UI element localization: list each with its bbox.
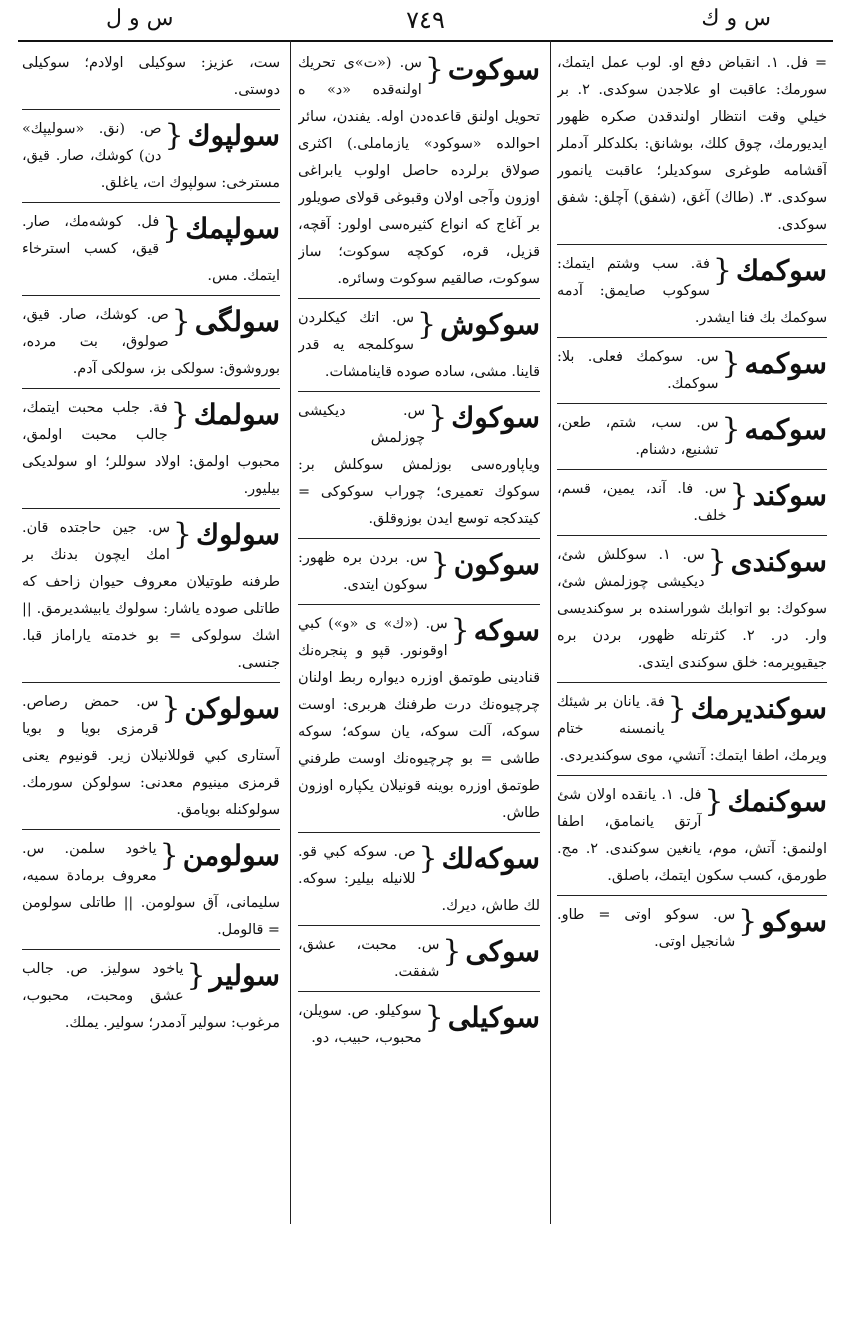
entry-brace: { — [738, 904, 758, 939]
entry-definition: س. سب، شتم، طعن، تشنيع، دشنام. — [557, 415, 719, 458]
entry-headword: سوكەلك — [441, 842, 540, 875]
entry-headword: سوكنمك — [727, 785, 827, 818]
entry-brace: { — [186, 958, 206, 993]
header-right-letters: س و ك — [701, 6, 771, 31]
entry-brace: { — [171, 304, 191, 339]
entry-definition: س. اتك كيكلردن سوكلمجه يه قدر قاينا. مشى، ساده صوده قاينامشات. — [298, 310, 540, 380]
column-divider-right — [550, 40, 551, 1224]
dictionary-entry — [22, 830, 280, 950]
dictionary-entry — [22, 509, 280, 683]
entry-headword: سوكمه — [744, 413, 827, 446]
entry-headword: سوكوش — [440, 308, 540, 341]
entry-definition: س. ١. سوكلش شئ، ديكيشى چوزلمش شئ، سوكوك: بو اتوابك شوراسنده بر سوكندیسى وار. در. ٢. كثرتله ظهور، بردن بره جيقيويرمه: خلق سوكندى ايتدى. — [557, 547, 827, 671]
entry-headword: سوكون — [453, 548, 540, 581]
entry-definition: ياخود سلمن. س. معروف برمادة سميه، سليمانى، آق سولومن. || طاتلى سولومن = قالومل. — [22, 841, 280, 938]
dictionary-entry — [22, 683, 280, 830]
dictionary-entry — [557, 470, 827, 536]
dictionary-page — [18, 0, 833, 1324]
dictionary-entry — [557, 245, 827, 338]
entry-definition: فل. كوشەمك، صار. قيق، كسب استرخاء ايتمك. مس. — [22, 214, 280, 284]
entry-brace: { — [712, 253, 732, 288]
entry-headword: سوكو — [761, 905, 827, 938]
dictionary-entry — [298, 833, 540, 926]
entry-brace: { — [418, 841, 438, 876]
dictionary-entry — [298, 539, 540, 605]
entry-headword: سولپمك — [185, 212, 280, 245]
entry-definition: س. ديكيشى چوزلمش وياپاورەسى بوزلمش سوكلش بر: سوكوك تعميرى؛ چوراب سوكوكى = كيتدكجه توسع ايدن بوزوقلق. — [298, 403, 540, 527]
entry-brace: { — [161, 691, 181, 726]
column-divider-left — [290, 40, 291, 1224]
entry-brace: { — [172, 517, 192, 552]
dictionary-entry — [22, 950, 280, 1042]
dictionary-entry — [557, 338, 827, 404]
dictionary-entry — [22, 110, 280, 203]
entry-definition: فل. ١. يانقده اولان شئ آرتق يانمامق، اطفا اولنمق: آتش، موم، يانغين سوكندى. ٢. مج. طورمق، كسب سكون ايتمك، باصلق. — [557, 787, 827, 884]
dictionary-entry — [22, 44, 280, 110]
entry-brace: { — [729, 478, 749, 513]
entry-headword: سولوكن — [184, 692, 280, 725]
dictionary-entry — [22, 389, 280, 509]
entry-brace: { — [159, 838, 179, 873]
entry-headword: سولوك — [196, 518, 280, 551]
entry-definition: س. حمض رصاص. قرمزى بويا و بويا آستارى كبي قوللانيلان زير. قونيوم يعنى قرمزى مينيوم معدنى: سولوكن سورمك. سولوكنله بويامق. — [22, 694, 280, 818]
entry-brace: { — [164, 118, 184, 153]
entry-definition: ص. سوكه كبي قو. للانيله بيلير: سوكه. لك طاش، ديرك. — [298, 844, 540, 914]
entry-brace: { — [417, 307, 437, 342]
entry-definition: س. سوكمك فعلى. بلا: سوكمك. — [557, 349, 719, 392]
entry-brace: { — [424, 1000, 444, 1035]
dictionary-entry — [22, 296, 280, 389]
entry-headword: سوكيلى — [447, 1001, 540, 1034]
dictionary-entry — [298, 992, 540, 1057]
entry-definition: ياخود سوليز. ص. جالب عشق ومحبت، محبوب، مرغوب: سولير آدمدر؛ سولير. يملك. — [22, 961, 280, 1031]
entry-headword: سوكمه — [744, 347, 827, 380]
dictionary-entry — [557, 536, 827, 683]
entry-headword: سولير — [209, 959, 280, 992]
dictionary-entry — [298, 605, 540, 833]
entry-headword: سوكى — [465, 935, 540, 968]
entry-definition: فة. جلب محبت ايتمك، جالب محبت اولمق، محبوب اولمق: اولاد سوللر؛ او سولديكى بيليور. — [22, 400, 280, 497]
entry-definition: سوكيلو. ص. سويلن، محبوب، حبيب، دو. — [298, 1003, 422, 1046]
entry-brace: { — [450, 613, 470, 648]
entry-headword: سوكنديرمك — [690, 692, 827, 725]
entry-headword: سوكمك — [735, 254, 827, 287]
entry-brace: { — [162, 211, 182, 246]
entry-headword: سوكندى — [730, 545, 827, 578]
entry-definition: س. بردن بره ظهور: سوكون ايتدى. — [298, 550, 428, 593]
entry-brace: { — [170, 397, 190, 432]
entry-definition: ست، عزيز: سوكيلى اولادم؛ سوكيلى دوستى. — [22, 55, 280, 98]
entry-headword: سوكوت — [447, 53, 540, 86]
header-left-letters: س و ل — [106, 6, 174, 31]
running-header — [18, 0, 833, 44]
dictionary-entry — [298, 44, 540, 299]
entry-definition: س. جين حاجتده قان. امك ايچون بدنك بر طرفنه طوتيلان معروف حيوان زاحف كه طاتلى صوده ياشار: سولوك يابيشديرمق. || اشك سولوكى = بو خدمته ياراماز قبا. جنسى. — [22, 520, 280, 671]
entry-definition: فة. سب وشتم ايتمك: سوكوب صايمق: آدمه سوكمك بك فنا ايشدر. — [557, 256, 827, 326]
entry-definition: س. سوكو اوتى = طاو. شانجيل اوتى. — [557, 907, 736, 950]
entry-brace: { — [704, 784, 724, 819]
entry-definition: س. فا. آند، يمين، قسم، خلف. — [557, 481, 727, 524]
entry-headword: سولمك — [193, 398, 280, 431]
header-rule — [18, 40, 833, 42]
dictionary-entry — [298, 299, 540, 392]
entry-brace: { — [721, 346, 741, 381]
entry-definition: س. محبت، عشق، شفقت. — [298, 937, 440, 980]
entry-brace: { — [430, 547, 450, 582]
entry-definition: ص. (نق. «سوليپك» دن) كوشك، صار. قيق، مسترخى: سولپوك ات، ياغلق. — [22, 121, 280, 191]
entry-brace: { — [707, 544, 727, 579]
dictionary-entry — [557, 404, 827, 470]
entry-brace: { — [442, 934, 462, 969]
entry-definition: س. («ك» ى «و») كبي اوقونور. قپو و پنجرەنك قنادينى طوتمق اوزره ديواره ربط اولنان چرچيوەنك درت طرفنك هربرى: اوست سوكه، آلت سوكه، يان سوكه؛ سوكه طاشى = بو چرچيوەنك اوست طرفني طوتمق اوزره بوينه قونيلان يكپاره اوزون طاش. — [298, 616, 540, 821]
entry-headword: سوكوك — [451, 401, 540, 434]
entry-definition: ص. كوشك، صار. قيق، صولوق، بت مرده، بوروشوق: سولكى بز، سولكى آدم. — [22, 307, 280, 377]
dictionary-entry — [298, 926, 540, 992]
column-right — [553, 44, 833, 961]
entry-brace: { — [721, 412, 741, 447]
dictionary-entry — [557, 44, 827, 245]
entry-definition: س. («ت»ى تحريك اولنەقده «د» ه تحويل اولنق قاعدەدن اولە. يفندن، سائر احوالده «سوكود» يازماملى.) اكثرى صولاق برلرده حاصل اولوب يابراغى اوزون وآجى اولان وقبوغى قولاى صويلور بر آغاج كه انواع كثيرەسى اولور: آقچه، قزيل، قره، كوكچه سوكوت؛ ساز سوكوت، صالقيم سوكوت وسائره. — [298, 55, 540, 287]
entry-headword: سوكند — [752, 479, 827, 512]
dictionary-entry — [22, 203, 280, 296]
entry-definition: فة. يانان بر شيئك يانمسنه ختام ويرمك، اطفا ايتمك: آتشي، موى سوكنديردى. — [557, 694, 827, 764]
column-left — [18, 44, 286, 1042]
dictionary-entry — [557, 683, 827, 776]
entry-definition: = فل. ١. انقباض دفع او. لوب عمل ايتمك، سورمك: عاقبت او علاجدن سوكدى. ٢. بر خيلي وقت انتظار اولندقدن صكره ظهور ايديورمك، چوق كلك، بوشانق: بكلدكلر آدملر آقشامه طوغرى سوكديلر؛ عاقبت يانمور سوكدى. ٣. (طاك) آغق، (شفق) آچلق: شفق سوكدى. — [557, 55, 827, 233]
dictionary-entry — [298, 392, 540, 539]
dictionary-entry — [557, 776, 827, 896]
entry-headword: سوكه — [473, 614, 540, 647]
column-middle — [294, 44, 546, 1057]
entry-headword: سولپوك — [187, 119, 280, 152]
page-number: ٧٤٩ — [406, 6, 445, 34]
entry-headword: سولومن — [182, 839, 280, 872]
entry-brace: { — [424, 52, 444, 87]
entry-brace: { — [667, 691, 687, 726]
entry-brace: { — [428, 400, 448, 435]
entry-headword: سولگى — [194, 305, 280, 338]
dictionary-entry — [557, 896, 827, 961]
